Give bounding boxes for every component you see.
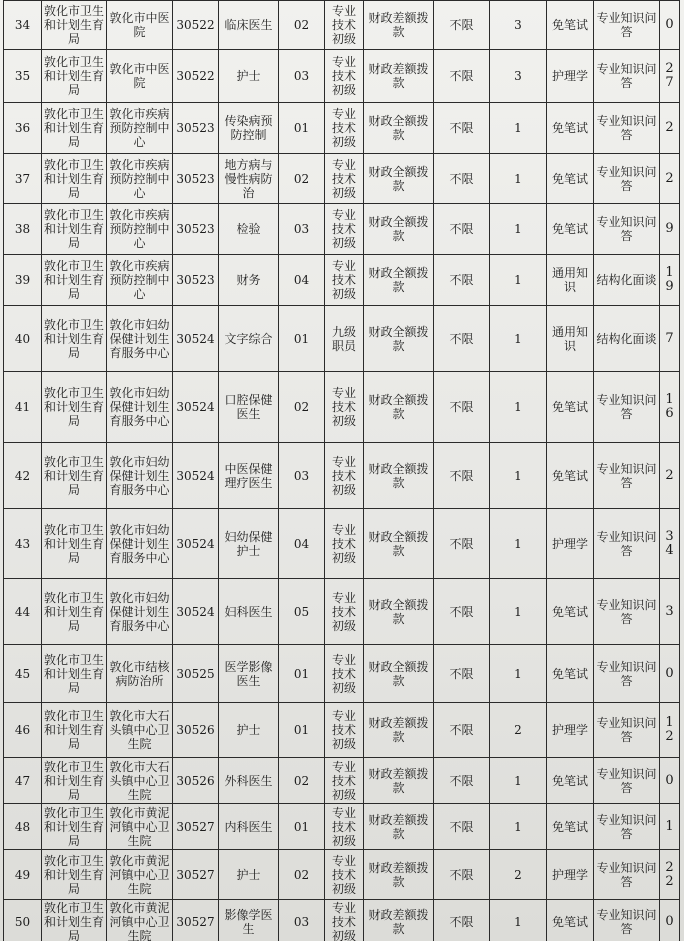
quota-cell: 1 [490,645,547,703]
household-cell: 不限 [434,900,490,941]
post-code-cell: 03 [279,900,325,941]
interview-cell: 专业知识问答 [594,443,660,509]
unit-code-cell: 30522 [173,50,219,103]
post-code-cell: 01 [279,703,325,758]
table-row [4,1,680,50]
interview-cell: 专业知识问答 [594,204,660,255]
quota-cell: 1 [490,900,547,941]
applicants-cell: 0 [660,645,680,703]
table-row [4,804,680,850]
seq-cell: 45 [4,645,42,703]
post-cell: 妇幼保健护士 [219,509,279,579]
unit-cell: 敦化市大石头镇中心卫生院 [107,703,173,758]
household-cell: 不限 [434,154,490,204]
funding-cell: 财政全额拨款 [364,255,434,306]
post-class-cell: 专业技术初级 [325,255,364,306]
unit-code-cell: 30524 [173,443,219,509]
seq-cell: 48 [4,804,42,850]
dept-cell: 敦化市卫生和计划生育局 [42,306,107,372]
interview-cell: 专业知识问答 [594,804,660,850]
unit-code-cell: 30523 [173,103,219,154]
funding-cell: 财政差额拨款 [364,703,434,758]
unit-code-cell: 30522 [173,1,219,50]
exam-cell: 通用知识 [547,255,594,306]
post-code-cell: 04 [279,255,325,306]
seq-cell: 40 [4,306,42,372]
quota-cell: 1 [490,103,547,154]
interview-cell: 结构化面谈 [594,255,660,306]
funding-cell: 财政全额拨款 [364,154,434,204]
table-row [4,154,680,204]
table-row [4,306,680,372]
funding-cell: 财政差额拨款 [364,850,434,900]
post-class-cell: 专业技术初级 [325,850,364,900]
applicants-cell: 19 [660,255,680,306]
post-cell: 外科医生 [219,758,279,804]
dept-cell: 敦化市卫生和计划生育局 [42,103,107,154]
post-class-cell: 专业技术初级 [325,372,364,443]
funding-cell: 财政全额拨款 [364,204,434,255]
unit-code-cell: 30527 [173,850,219,900]
seq-cell: 34 [4,1,42,50]
unit-cell: 敦化市妇幼保健计划生育服务中心 [107,579,173,645]
table-row [4,509,680,579]
quota-cell: 1 [490,758,547,804]
interview-cell: 专业知识问答 [594,509,660,579]
quota-cell: 1 [490,255,547,306]
seq-cell: 39 [4,255,42,306]
unit-code-cell: 30524 [173,372,219,443]
household-cell: 不限 [434,50,490,103]
table-row [4,443,680,509]
quota-cell: 1 [490,204,547,255]
funding-cell: 财政全额拨款 [364,372,434,443]
dept-cell: 敦化市卫生和计划生育局 [42,372,107,443]
post-cell: 护士 [219,850,279,900]
interview-cell: 专业知识问答 [594,50,660,103]
table-body [4,1,680,941]
post-class-cell: 专业技术初级 [325,703,364,758]
post-cell: 内科医生 [219,804,279,850]
applicants-cell: 2 [660,103,680,154]
post-code-cell: 03 [279,204,325,255]
interview-cell: 专业知识问答 [594,850,660,900]
exam-cell: 免笔试 [547,758,594,804]
table-row [4,850,680,900]
exam-cell: 免笔试 [547,154,594,204]
quota-cell: 1 [490,306,547,372]
funding-cell: 财政差额拨款 [364,758,434,804]
interview-cell: 专业知识问答 [594,900,660,941]
applicants-cell: 9 [660,204,680,255]
post-code-cell: 02 [279,1,325,50]
applicants-cell: 16 [660,372,680,443]
post-class-cell: 专业技术初级 [325,103,364,154]
post-class-cell: 专业技术初级 [325,443,364,509]
interview-cell: 结构化面谈 [594,306,660,372]
post-code-cell: 02 [279,154,325,204]
dept-cell: 敦化市卫生和计划生育局 [42,509,107,579]
post-code-cell: 01 [279,103,325,154]
unit-code-cell: 30527 [173,900,219,941]
exam-cell: 护理学 [547,509,594,579]
post-class-cell: 九级职员 [325,306,364,372]
funding-cell: 财政差额拨款 [364,1,434,50]
seq-cell: 43 [4,509,42,579]
unit-code-cell: 30523 [173,154,219,204]
seq-cell: 46 [4,703,42,758]
unit-code-cell: 30526 [173,758,219,804]
post-cell: 护士 [219,703,279,758]
household-cell: 不限 [434,372,490,443]
dept-cell: 敦化市卫生和计划生育局 [42,50,107,103]
post-cell: 口腔保健医生 [219,372,279,443]
applicants-cell: 34 [660,509,680,579]
unit-code-cell: 30527 [173,804,219,850]
applicants-cell: 3 [660,579,680,645]
dept-cell: 敦化市卫生和计划生育局 [42,579,107,645]
post-code-cell: 01 [279,645,325,703]
post-code-cell: 01 [279,306,325,372]
post-code-cell: 01 [279,804,325,850]
exam-cell: 免笔试 [547,204,594,255]
unit-code-cell: 30524 [173,579,219,645]
dept-cell: 敦化市卫生和计划生育局 [42,850,107,900]
household-cell: 不限 [434,579,490,645]
seq-cell: 49 [4,850,42,900]
unit-cell: 敦化市疾病预防控制中心 [107,255,173,306]
dept-cell: 敦化市卫生和计划生育局 [42,703,107,758]
exam-cell: 护理学 [547,703,594,758]
household-cell: 不限 [434,804,490,850]
post-class-cell: 专业技术初级 [325,1,364,50]
exam-cell: 免笔试 [547,804,594,850]
post-cell: 医学影像医生 [219,645,279,703]
household-cell: 不限 [434,850,490,900]
applicants-cell: 0 [660,1,680,50]
post-class-cell: 专业技术初级 [325,509,364,579]
table-row [4,103,680,154]
exam-cell: 免笔试 [547,372,594,443]
seq-cell: 42 [4,443,42,509]
unit-cell: 敦化市黄泥河镇中心卫生院 [107,850,173,900]
interview-cell: 专业知识问答 [594,758,660,804]
household-cell: 不限 [434,255,490,306]
quota-cell: 3 [490,50,547,103]
dept-cell: 敦化市卫生和计划生育局 [42,255,107,306]
dept-cell: 敦化市卫生和计划生育局 [42,804,107,850]
exam-cell: 免笔试 [547,103,594,154]
unit-code-cell: 30525 [173,645,219,703]
quota-cell: 3 [490,1,547,50]
dept-cell: 敦化市卫生和计划生育局 [42,758,107,804]
unit-cell: 敦化市大石头镇中心卫生院 [107,758,173,804]
exam-cell: 免笔试 [547,900,594,941]
table-row [4,204,680,255]
post-cell: 文字综合 [219,306,279,372]
unit-cell: 敦化市妇幼保健计划生育服务中心 [107,306,173,372]
post-class-cell: 专业技术初级 [325,804,364,850]
household-cell: 不限 [434,443,490,509]
post-code-cell: 05 [279,579,325,645]
post-code-cell: 02 [279,372,325,443]
seq-cell: 50 [4,900,42,941]
quota-cell: 2 [490,850,547,900]
table-row [4,372,680,443]
quota-cell: 1 [490,579,547,645]
unit-cell: 敦化市疾病预防控制中心 [107,103,173,154]
unit-cell: 敦化市中医院 [107,1,173,50]
household-cell: 不限 [434,103,490,154]
post-class-cell: 专业技术初级 [325,758,364,804]
table-row [4,900,680,941]
dept-cell: 敦化市卫生和计划生育局 [42,900,107,941]
funding-cell: 财政差额拨款 [364,804,434,850]
dept-cell: 敦化市卫生和计划生育局 [42,154,107,204]
applicants-cell: 22 [660,850,680,900]
interview-cell: 专业知识问答 [594,154,660,204]
interview-cell: 专业知识问答 [594,579,660,645]
dept-cell: 敦化市卫生和计划生育局 [42,1,107,50]
funding-cell: 财政全额拨款 [364,645,434,703]
seq-cell: 44 [4,579,42,645]
table-row [4,579,680,645]
interview-cell: 专业知识问答 [594,703,660,758]
household-cell: 不限 [434,509,490,579]
seq-cell: 38 [4,204,42,255]
unit-cell: 敦化市结核病防治所 [107,645,173,703]
applicants-cell: 0 [660,758,680,804]
exam-cell: 护理学 [547,850,594,900]
quota-cell: 1 [490,372,547,443]
unit-cell: 敦化市疾病预防控制中心 [107,154,173,204]
unit-code-cell: 30524 [173,306,219,372]
exam-cell: 免笔试 [547,645,594,703]
post-class-cell: 专业技术初级 [325,154,364,204]
interview-cell: 专业知识问答 [594,372,660,443]
exam-cell: 通用知识 [547,306,594,372]
post-cell: 妇科医生 [219,579,279,645]
unit-cell: 敦化市疾病预防控制中心 [107,204,173,255]
seq-cell: 37 [4,154,42,204]
quota-cell: 1 [490,804,547,850]
exam-cell: 免笔试 [547,443,594,509]
household-cell: 不限 [434,703,490,758]
dept-cell: 敦化市卫生和计划生育局 [42,204,107,255]
unit-cell: 敦化市妇幼保健计划生育服务中心 [107,372,173,443]
funding-cell: 财政差额拨款 [364,50,434,103]
unit-code-cell: 30523 [173,204,219,255]
dept-cell: 敦化市卫生和计划生育局 [42,443,107,509]
quota-cell: 2 [490,703,547,758]
applicants-cell: 0 [660,900,680,941]
funding-cell: 财政全额拨款 [364,579,434,645]
interview-cell: 专业知识问答 [594,1,660,50]
seq-cell: 41 [4,372,42,443]
household-cell: 不限 [434,645,490,703]
funding-cell: 财政全额拨款 [364,443,434,509]
table-row [4,645,680,703]
post-class-cell: 专业技术初级 [325,579,364,645]
post-class-cell: 专业技术初级 [325,50,364,103]
unit-code-cell: 30524 [173,509,219,579]
applicants-cell: 12 [660,703,680,758]
unit-code-cell: 30526 [173,703,219,758]
post-cell: 地方病与慢性病防治 [219,154,279,204]
recruitment-table [3,0,680,941]
post-cell: 中医保健理疗医生 [219,443,279,509]
post-code-cell: 04 [279,509,325,579]
applicants-cell: 2 [660,443,680,509]
post-cell: 检验 [219,204,279,255]
post-class-cell: 专业技术初级 [325,900,364,941]
unit-code-cell: 30523 [173,255,219,306]
dept-cell: 敦化市卫生和计划生育局 [42,645,107,703]
post-class-cell: 专业技术初级 [325,204,364,255]
household-cell: 不限 [434,204,490,255]
quota-cell: 1 [490,154,547,204]
applicants-cell: 2 [660,154,680,204]
seq-cell: 35 [4,50,42,103]
applicants-cell: 7 [660,306,680,372]
quota-cell: 1 [490,509,547,579]
table-row [4,255,680,306]
household-cell: 不限 [434,306,490,372]
exam-cell: 免笔试 [547,1,594,50]
post-cell: 传染病预防控制 [219,103,279,154]
post-class-cell: 专业技术初级 [325,645,364,703]
post-cell: 影像学医生 [219,900,279,941]
funding-cell: 财政全额拨款 [364,103,434,154]
post-code-cell: 03 [279,443,325,509]
applicants-cell: 1 [660,804,680,850]
funding-cell: 财政全额拨款 [364,509,434,579]
interview-cell: 专业知识问答 [594,645,660,703]
exam-cell: 护理学 [547,50,594,103]
quota-cell: 1 [490,443,547,509]
table-row [4,758,680,804]
table-row [4,703,680,758]
unit-cell: 敦化市黄泥河镇中心卫生院 [107,900,173,941]
post-code-cell: 02 [279,758,325,804]
post-cell: 临床医生 [219,1,279,50]
exam-cell: 免笔试 [547,579,594,645]
funding-cell: 财政全额拨款 [364,306,434,372]
post-code-cell: 03 [279,50,325,103]
post-cell: 护士 [219,50,279,103]
post-code-cell: 02 [279,850,325,900]
unit-cell: 敦化市黄泥河镇中心卫生院 [107,804,173,850]
table-row [4,50,680,103]
funding-cell: 财政差额拨款 [364,900,434,941]
unit-cell: 敦化市中医院 [107,50,173,103]
unit-cell: 敦化市妇幼保健计划生育服务中心 [107,509,173,579]
seq-cell: 47 [4,758,42,804]
applicants-cell: 27 [660,50,680,103]
household-cell: 不限 [434,1,490,50]
post-cell: 财务 [219,255,279,306]
unit-cell: 敦化市妇幼保健计划生育服务中心 [107,443,173,509]
interview-cell: 专业知识问答 [594,103,660,154]
seq-cell: 36 [4,103,42,154]
household-cell: 不限 [434,758,490,804]
